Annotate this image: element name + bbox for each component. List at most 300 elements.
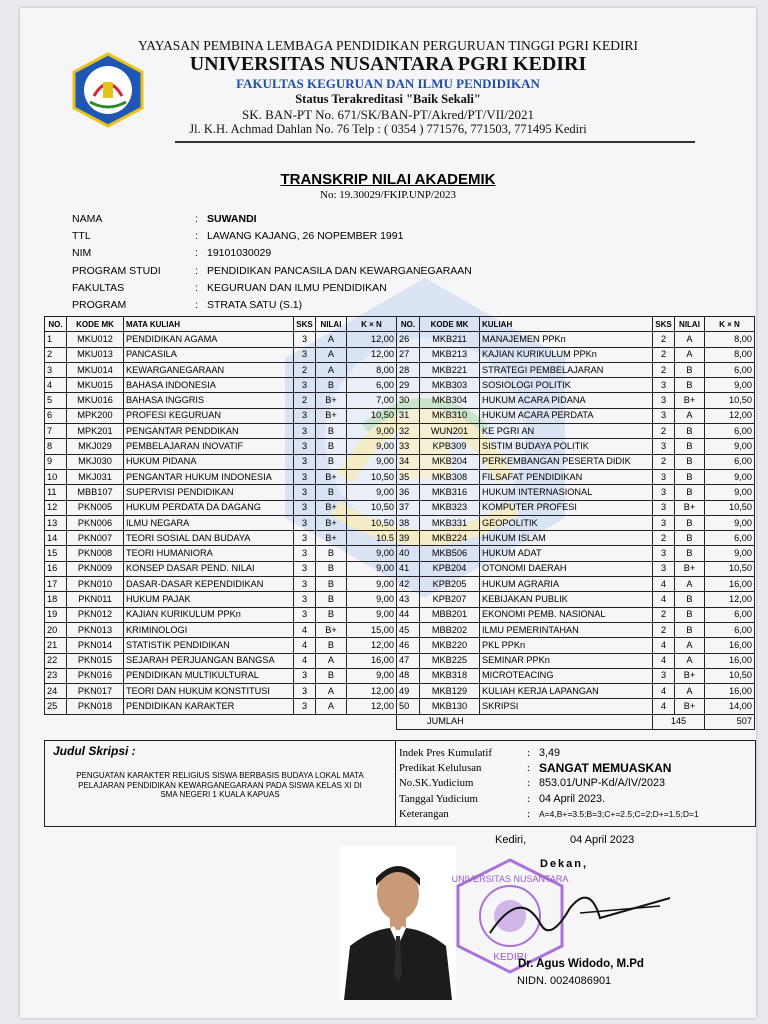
accreditation-sk: SK. BAN-PT No. 671/SK/BAN-PT/Akred/PT/VII/2021 xyxy=(242,107,534,122)
table-row xyxy=(397,653,755,668)
course-code: MKB221 xyxy=(420,362,480,377)
course-no: 32 xyxy=(397,424,420,439)
course-kxn: 9,00 xyxy=(705,515,755,530)
course-no: 21 xyxy=(45,638,67,653)
course-code: PKN015 xyxy=(67,653,124,668)
course-code: PKN011 xyxy=(67,592,124,607)
table-row xyxy=(397,378,755,393)
course-no: 3 xyxy=(45,362,67,377)
course-code: KPB207 xyxy=(420,592,480,607)
document-title: TRANSKRIP NILAI AKADEMIK xyxy=(280,171,496,188)
course-kxn: 6,00 xyxy=(705,531,755,546)
course-sks: 3 xyxy=(294,408,316,423)
course-no: 24 xyxy=(45,684,67,699)
table-row xyxy=(45,699,397,714)
course-kxn: 9,00 xyxy=(347,607,397,622)
course-name: ILMU PEMERINTAHAN xyxy=(480,622,653,637)
course-kxn: 10,50 xyxy=(347,515,397,530)
course-name: PROFESI KEGURUAN xyxy=(124,408,294,423)
table-row xyxy=(397,454,755,469)
header-divider xyxy=(175,141,695,143)
course-sks: 3 xyxy=(294,439,316,454)
info-label: PROGRAM STUDI xyxy=(72,264,161,277)
course-code: MBB107 xyxy=(67,485,124,500)
course-code: MKB308 xyxy=(420,469,480,484)
course-no: 10 xyxy=(45,469,67,484)
table-row xyxy=(45,362,397,377)
course-name: KAJIAN KURIKULUM PPKn xyxy=(480,347,653,362)
course-grade: B xyxy=(316,546,347,561)
table-row xyxy=(45,561,397,576)
course-name: DASAR-DASAR KEPENDIDIKAN xyxy=(124,577,294,592)
thesis-panel xyxy=(45,741,396,826)
course-kxn: 6,00 xyxy=(705,454,755,469)
course-name: OTONOMI DAERAH xyxy=(480,561,653,576)
table-row xyxy=(45,607,397,622)
course-kxn: 10,50 xyxy=(705,668,755,683)
course-kxn: 15,00 xyxy=(347,622,397,637)
course-grade: B xyxy=(675,546,705,561)
table-row xyxy=(45,622,397,637)
course-sks: 4 xyxy=(653,592,675,607)
course-kxn: 6,00 xyxy=(705,607,755,622)
course-code: MKB331 xyxy=(420,515,480,530)
col-sks: SKS xyxy=(653,317,675,332)
course-code: PKN005 xyxy=(67,500,124,515)
course-no: 49 xyxy=(397,684,420,699)
course-no: 47 xyxy=(397,653,420,668)
table-row xyxy=(45,393,397,408)
address: Jl. K.H. Achmad Dahlan No. 76 Telp : ( 0354 ) 771576, 771503, 771495 Kediri xyxy=(189,122,587,136)
course-sks: 2 xyxy=(294,393,316,408)
summary-row xyxy=(399,807,699,822)
course-no: 28 xyxy=(397,362,420,377)
course-kxn: 12,00 xyxy=(705,408,755,423)
course-no: 35 xyxy=(397,469,420,484)
course-name: STATISTIK PENDIDIKAN xyxy=(124,638,294,653)
course-code: MKU015 xyxy=(67,378,124,393)
table-row xyxy=(45,668,397,683)
info-label: PROGRAM xyxy=(72,299,127,312)
col-nilai: NILAI xyxy=(316,317,347,332)
summary-value: 3,49 xyxy=(539,746,561,759)
signature-scribble-icon xyxy=(480,878,680,948)
course-grade: B+ xyxy=(675,561,705,576)
course-kxn: 9,00 xyxy=(347,439,397,454)
course-name: BAHASA INGGRIS xyxy=(124,393,294,408)
course-name: SEMINAR PPKn xyxy=(480,653,653,668)
summary-label: Tanggal Yudicium xyxy=(399,792,478,805)
table-row xyxy=(397,500,755,515)
col-nilai: NILAI xyxy=(675,317,705,332)
course-name: KOMPUTER PROFESI xyxy=(480,500,653,515)
course-name: HUKUM ISLAM xyxy=(480,531,653,546)
course-no: 38 xyxy=(397,515,420,530)
course-grade: B xyxy=(675,531,705,546)
col-no: NO. xyxy=(397,317,420,332)
course-sks: 3 xyxy=(294,378,316,393)
course-grade: A xyxy=(675,347,705,362)
course-sks: 3 xyxy=(653,378,675,393)
course-no: 29 xyxy=(397,378,420,393)
course-sks: 2 xyxy=(653,362,675,377)
summary-colon: : xyxy=(527,777,530,790)
course-code: MKB506 xyxy=(420,546,480,561)
info-label: NIM xyxy=(72,247,92,260)
course-no: 8 xyxy=(45,439,67,454)
course-sks: 2 xyxy=(294,362,316,377)
signature-place: Kediri, xyxy=(495,834,527,846)
course-name: PENGANTAR HUKUM INDONESIA xyxy=(124,469,294,484)
course-sks: 4 xyxy=(653,653,675,668)
course-name: PENDIDIKAN KARAKTER xyxy=(124,699,294,714)
course-grade: B+ xyxy=(316,515,347,530)
course-sks: 3 xyxy=(653,546,675,561)
col-no: NO. xyxy=(45,317,67,332)
course-name: STRATEGI PEMBELAJARAN xyxy=(480,362,653,377)
thesis-label: Judul Skripsi : xyxy=(53,744,136,758)
course-code: MKB323 xyxy=(420,500,480,515)
table-row xyxy=(45,347,397,362)
course-code: MKU016 xyxy=(67,393,124,408)
course-grade: B xyxy=(316,454,347,469)
course-no: 22 xyxy=(45,653,67,668)
course-no: 43 xyxy=(397,592,420,607)
course-sks: 4 xyxy=(653,699,675,714)
course-no: 25 xyxy=(45,699,67,714)
course-name: KEWARGANEGARAAN xyxy=(124,362,294,377)
table-row xyxy=(397,607,755,622)
course-kxn: 10.5 xyxy=(347,531,397,546)
course-name: PENDIDIKAN MULTIKULTURAL xyxy=(124,668,294,683)
course-no: 27 xyxy=(397,347,420,362)
course-grade: B+ xyxy=(675,699,705,714)
course-code: MKJ031 xyxy=(67,469,124,484)
total-sks: 145 xyxy=(653,714,705,729)
course-name: SUPERVISI PENDIDIKAN xyxy=(124,485,294,500)
course-code: MBB202 xyxy=(420,622,480,637)
course-grade: B+ xyxy=(675,393,705,408)
course-code: MKB318 xyxy=(420,668,480,683)
course-no: 34 xyxy=(397,454,420,469)
course-sks: 3 xyxy=(294,546,316,561)
course-name: ILMU NEGARA xyxy=(124,515,294,530)
course-kxn: 6,00 xyxy=(705,362,755,377)
course-grade: B+ xyxy=(675,500,705,515)
course-kxn: 16,00 xyxy=(705,653,755,668)
course-kxn: 9,00 xyxy=(347,668,397,683)
course-sks: 3 xyxy=(294,561,316,576)
course-code: MKU013 xyxy=(67,347,124,362)
col-kode: KODE MK xyxy=(67,317,124,332)
course-name: MICROTEACING xyxy=(480,668,653,683)
course-code: KPB204 xyxy=(420,561,480,576)
faculty-name: FAKULTAS KEGURUAN DAN ILMU PENDIDIKAN xyxy=(236,76,540,91)
course-code: MBB201 xyxy=(420,607,480,622)
course-name: SISTIM BUDAYA POLITIK xyxy=(480,439,653,454)
course-grade: B xyxy=(316,561,347,576)
info-value: PENDIDIKAN PANCASILA DAN KEWARGANEGARAAN xyxy=(207,264,472,277)
course-kxn: 10,50 xyxy=(347,469,397,484)
course-no: 15 xyxy=(45,546,67,561)
table-row xyxy=(397,439,755,454)
info-row xyxy=(72,227,472,244)
course-grade: A xyxy=(675,408,705,423)
course-no: 33 xyxy=(397,439,420,454)
course-kxn: 9,00 xyxy=(705,485,755,500)
dean-name: Dr. Agus Widodo, M.Pd xyxy=(518,958,644,970)
course-kxn: 10,50 xyxy=(347,500,397,515)
course-sks: 3 xyxy=(653,469,675,484)
summary-box xyxy=(44,740,756,827)
student-info xyxy=(72,210,472,314)
course-kxn: 7,00 xyxy=(347,393,397,408)
course-name: KONSEP DASAR PEND. NILAI xyxy=(124,561,294,576)
courses-table-right xyxy=(396,316,755,730)
course-name: PERKEMBANGAN PESERTA DIDIK xyxy=(480,454,653,469)
course-code: PKN016 xyxy=(67,668,124,683)
course-sks: 2 xyxy=(653,607,675,622)
summary-label: Keterangan xyxy=(399,808,449,821)
course-no: 23 xyxy=(45,668,67,683)
summary-colon: : xyxy=(527,762,530,775)
accreditation-status: Status Terakreditasi "Baik Sekali" xyxy=(295,92,481,106)
course-grade: B xyxy=(316,439,347,454)
course-name: HUKUM PERDATA DA DAGANG xyxy=(124,500,294,515)
course-name: FILSAFAT PENDIDIKAN xyxy=(480,469,653,484)
course-grade: B+ xyxy=(316,531,347,546)
summary-row xyxy=(399,776,699,791)
course-code: PKN012 xyxy=(67,607,124,622)
course-grade: A xyxy=(316,699,347,714)
course-grade: A xyxy=(316,347,347,362)
course-no: 19 xyxy=(45,607,67,622)
table-row xyxy=(397,684,755,699)
course-code: KPB309 xyxy=(420,439,480,454)
course-no: 7 xyxy=(45,424,67,439)
stamp-text: UNIVERSITAS NUSANTARA xyxy=(451,874,569,884)
table-row xyxy=(45,531,397,546)
course-kxn: 14,00 xyxy=(705,699,755,714)
table-row xyxy=(397,546,755,561)
course-kxn: 9,00 xyxy=(347,424,397,439)
table-row xyxy=(397,347,755,362)
info-row xyxy=(72,210,472,227)
course-name: HUKUM AGRARIA xyxy=(480,577,653,592)
summary-row xyxy=(399,745,699,760)
course-kxn: 9,00 xyxy=(347,454,397,469)
document-number: No: 19.30029/FKIP.UNP/2023 xyxy=(320,189,456,201)
info-value: LAWANG KAJANG, 26 NOPEMBER 1991 xyxy=(207,229,404,242)
course-no: 5 xyxy=(45,393,67,408)
course-kxn: 16,00 xyxy=(705,684,755,699)
course-code: MKU014 xyxy=(67,362,124,377)
info-colon: : xyxy=(195,299,198,312)
course-name: KRIMINOLOGI xyxy=(124,622,294,637)
course-kxn: 9,00 xyxy=(705,546,755,561)
course-kxn: 9,00 xyxy=(347,561,397,576)
dean-nidn: NIDN. 0024086901 xyxy=(517,975,612,987)
course-name: KAJIAN KURIKULUM PPKn xyxy=(124,607,294,622)
course-code: MPK201 xyxy=(67,424,124,439)
signature-role: Dekan, xyxy=(540,858,589,870)
course-grade: A xyxy=(316,332,347,347)
course-no: 44 xyxy=(397,607,420,622)
course-name: EKONOMI PEMB. NASIONAL xyxy=(480,607,653,622)
course-kxn: 10,50 xyxy=(705,561,755,576)
info-value: KEGURUAN DAN ILMU PENDIDIKAN xyxy=(207,281,387,294)
course-no: 48 xyxy=(397,668,420,683)
course-kxn: 12,00 xyxy=(347,347,397,362)
course-grade: B xyxy=(675,515,705,530)
course-code: MKB130 xyxy=(420,699,480,714)
course-kxn: 9,00 xyxy=(705,378,755,393)
course-kxn: 10,50 xyxy=(705,500,755,515)
course-kxn: 12,00 xyxy=(347,699,397,714)
course-no: 6 xyxy=(45,408,67,423)
course-name: PENDIDIKAN AGAMA xyxy=(124,332,294,347)
graduation-summary xyxy=(399,745,699,822)
table-row xyxy=(45,577,397,592)
course-sks: 3 xyxy=(294,592,316,607)
info-row xyxy=(72,279,472,296)
course-grade: B xyxy=(675,424,705,439)
info-row xyxy=(72,262,472,279)
course-sks: 3 xyxy=(294,668,316,683)
course-name: SEJARAH PERJUANGAN BANGSA xyxy=(124,653,294,668)
course-name: PENGANTAR PENDDIKAN xyxy=(124,424,294,439)
course-sks: 3 xyxy=(294,469,316,484)
info-label: NAMA xyxy=(72,212,103,225)
course-sks: 3 xyxy=(294,485,316,500)
course-name: KE PGRI AN xyxy=(480,424,653,439)
university-name: UNIVERSITAS NUSANTARA PGRI KEDIRI xyxy=(189,53,587,75)
course-grade: B xyxy=(675,378,705,393)
table-row xyxy=(397,332,755,347)
table-row xyxy=(397,408,755,423)
total-label: JUMLAH xyxy=(397,714,653,729)
summary-row xyxy=(399,760,699,775)
course-no: 37 xyxy=(397,500,420,515)
course-sks: 3 xyxy=(653,668,675,683)
table-row xyxy=(397,531,755,546)
course-grade: B xyxy=(316,607,347,622)
course-kxn: 10,50 xyxy=(705,393,755,408)
summary-label: No.SK.Yudicium xyxy=(399,777,474,790)
course-sks: 3 xyxy=(294,699,316,714)
course-code: PKN017 xyxy=(67,684,124,699)
info-colon: : xyxy=(195,264,198,277)
info-value: 19101030029 xyxy=(207,247,272,260)
table-row xyxy=(45,653,397,668)
stamp-city: KEDIRI xyxy=(493,952,527,963)
course-no: 41 xyxy=(397,561,420,576)
course-no: 17 xyxy=(45,577,67,592)
table-row xyxy=(397,561,755,576)
course-kxn: 6,00 xyxy=(347,378,397,393)
course-grade: A xyxy=(675,332,705,347)
course-grade: B xyxy=(316,424,347,439)
col-matkul: KULIAH xyxy=(480,317,653,332)
course-no: 16 xyxy=(45,561,67,576)
course-name: TEORI DAN HUKUM KONSTITUSI xyxy=(124,684,294,699)
course-grade: A xyxy=(675,653,705,668)
course-grade: B xyxy=(675,485,705,500)
table-row xyxy=(45,515,397,530)
course-name: GEOPOLITIK xyxy=(480,515,653,530)
course-kxn: 16,00 xyxy=(347,653,397,668)
course-name: HUKUM ACARA PIDANA xyxy=(480,393,653,408)
course-sks: 3 xyxy=(653,500,675,515)
info-colon: : xyxy=(195,229,198,242)
course-kxn: 9,00 xyxy=(347,592,397,607)
course-name: TEORI SOSIAL DAN BUDAYA xyxy=(124,531,294,546)
summary-label: Predikat Kelulusan xyxy=(399,762,482,775)
student-photo-image xyxy=(340,846,456,1000)
table-row xyxy=(45,454,397,469)
table-row xyxy=(397,515,755,530)
course-name: TEORI HUMANIORA xyxy=(124,546,294,561)
transcript-sheet xyxy=(20,8,756,1018)
course-kxn: 9,00 xyxy=(705,439,755,454)
table-row xyxy=(397,668,755,683)
course-code: PKN013 xyxy=(67,622,124,637)
course-code: MKJ030 xyxy=(67,454,124,469)
course-sks: 4 xyxy=(294,638,316,653)
course-code: MKB211 xyxy=(420,332,480,347)
course-code: MPK200 xyxy=(67,408,124,423)
course-grade: A xyxy=(675,577,705,592)
info-row xyxy=(72,245,472,262)
course-grade: B xyxy=(316,638,347,653)
col-sks: SKS xyxy=(294,317,316,332)
course-grade: A xyxy=(675,638,705,653)
course-sks: 2 xyxy=(653,622,675,637)
table-row xyxy=(45,638,397,653)
course-sks: 3 xyxy=(294,531,316,546)
col-matkul: MATA KULIAH xyxy=(124,317,294,332)
course-kxn: 9,00 xyxy=(705,469,755,484)
course-no: 39 xyxy=(397,531,420,546)
course-sks: 3 xyxy=(653,515,675,530)
course-no: 1 xyxy=(45,332,67,347)
course-grade: B xyxy=(675,607,705,622)
course-no: 2 xyxy=(45,347,67,362)
table-row xyxy=(397,362,755,377)
course-no: 26 xyxy=(397,332,420,347)
course-code: MKB204 xyxy=(420,454,480,469)
course-kxn: 12,00 xyxy=(347,638,397,653)
student-photo xyxy=(340,846,456,1000)
course-name: HUKUM ADAT xyxy=(480,546,653,561)
summary-colon: : xyxy=(527,746,530,759)
course-grade: B+ xyxy=(316,408,347,423)
course-code: PKN006 xyxy=(67,515,124,530)
summary-value: 853.01/UNP-Kd/A/IV/2023 xyxy=(539,777,666,790)
course-kxn: 10,50 xyxy=(347,408,397,423)
col-kode: KODE MK xyxy=(420,317,480,332)
table-row xyxy=(397,638,755,653)
course-code: PKN009 xyxy=(67,561,124,576)
table-row xyxy=(45,485,397,500)
summary-value: A=4,B+=3.5;B=3;C+=2.5;C=2;D+=1.5;D=1 xyxy=(539,809,699,820)
course-grade: B xyxy=(675,622,705,637)
course-sks: 2 xyxy=(653,347,675,362)
course-grade: B+ xyxy=(316,393,347,408)
course-kxn: 9,00 xyxy=(347,546,397,561)
table-row xyxy=(45,469,397,484)
course-code: MKB304 xyxy=(420,393,480,408)
